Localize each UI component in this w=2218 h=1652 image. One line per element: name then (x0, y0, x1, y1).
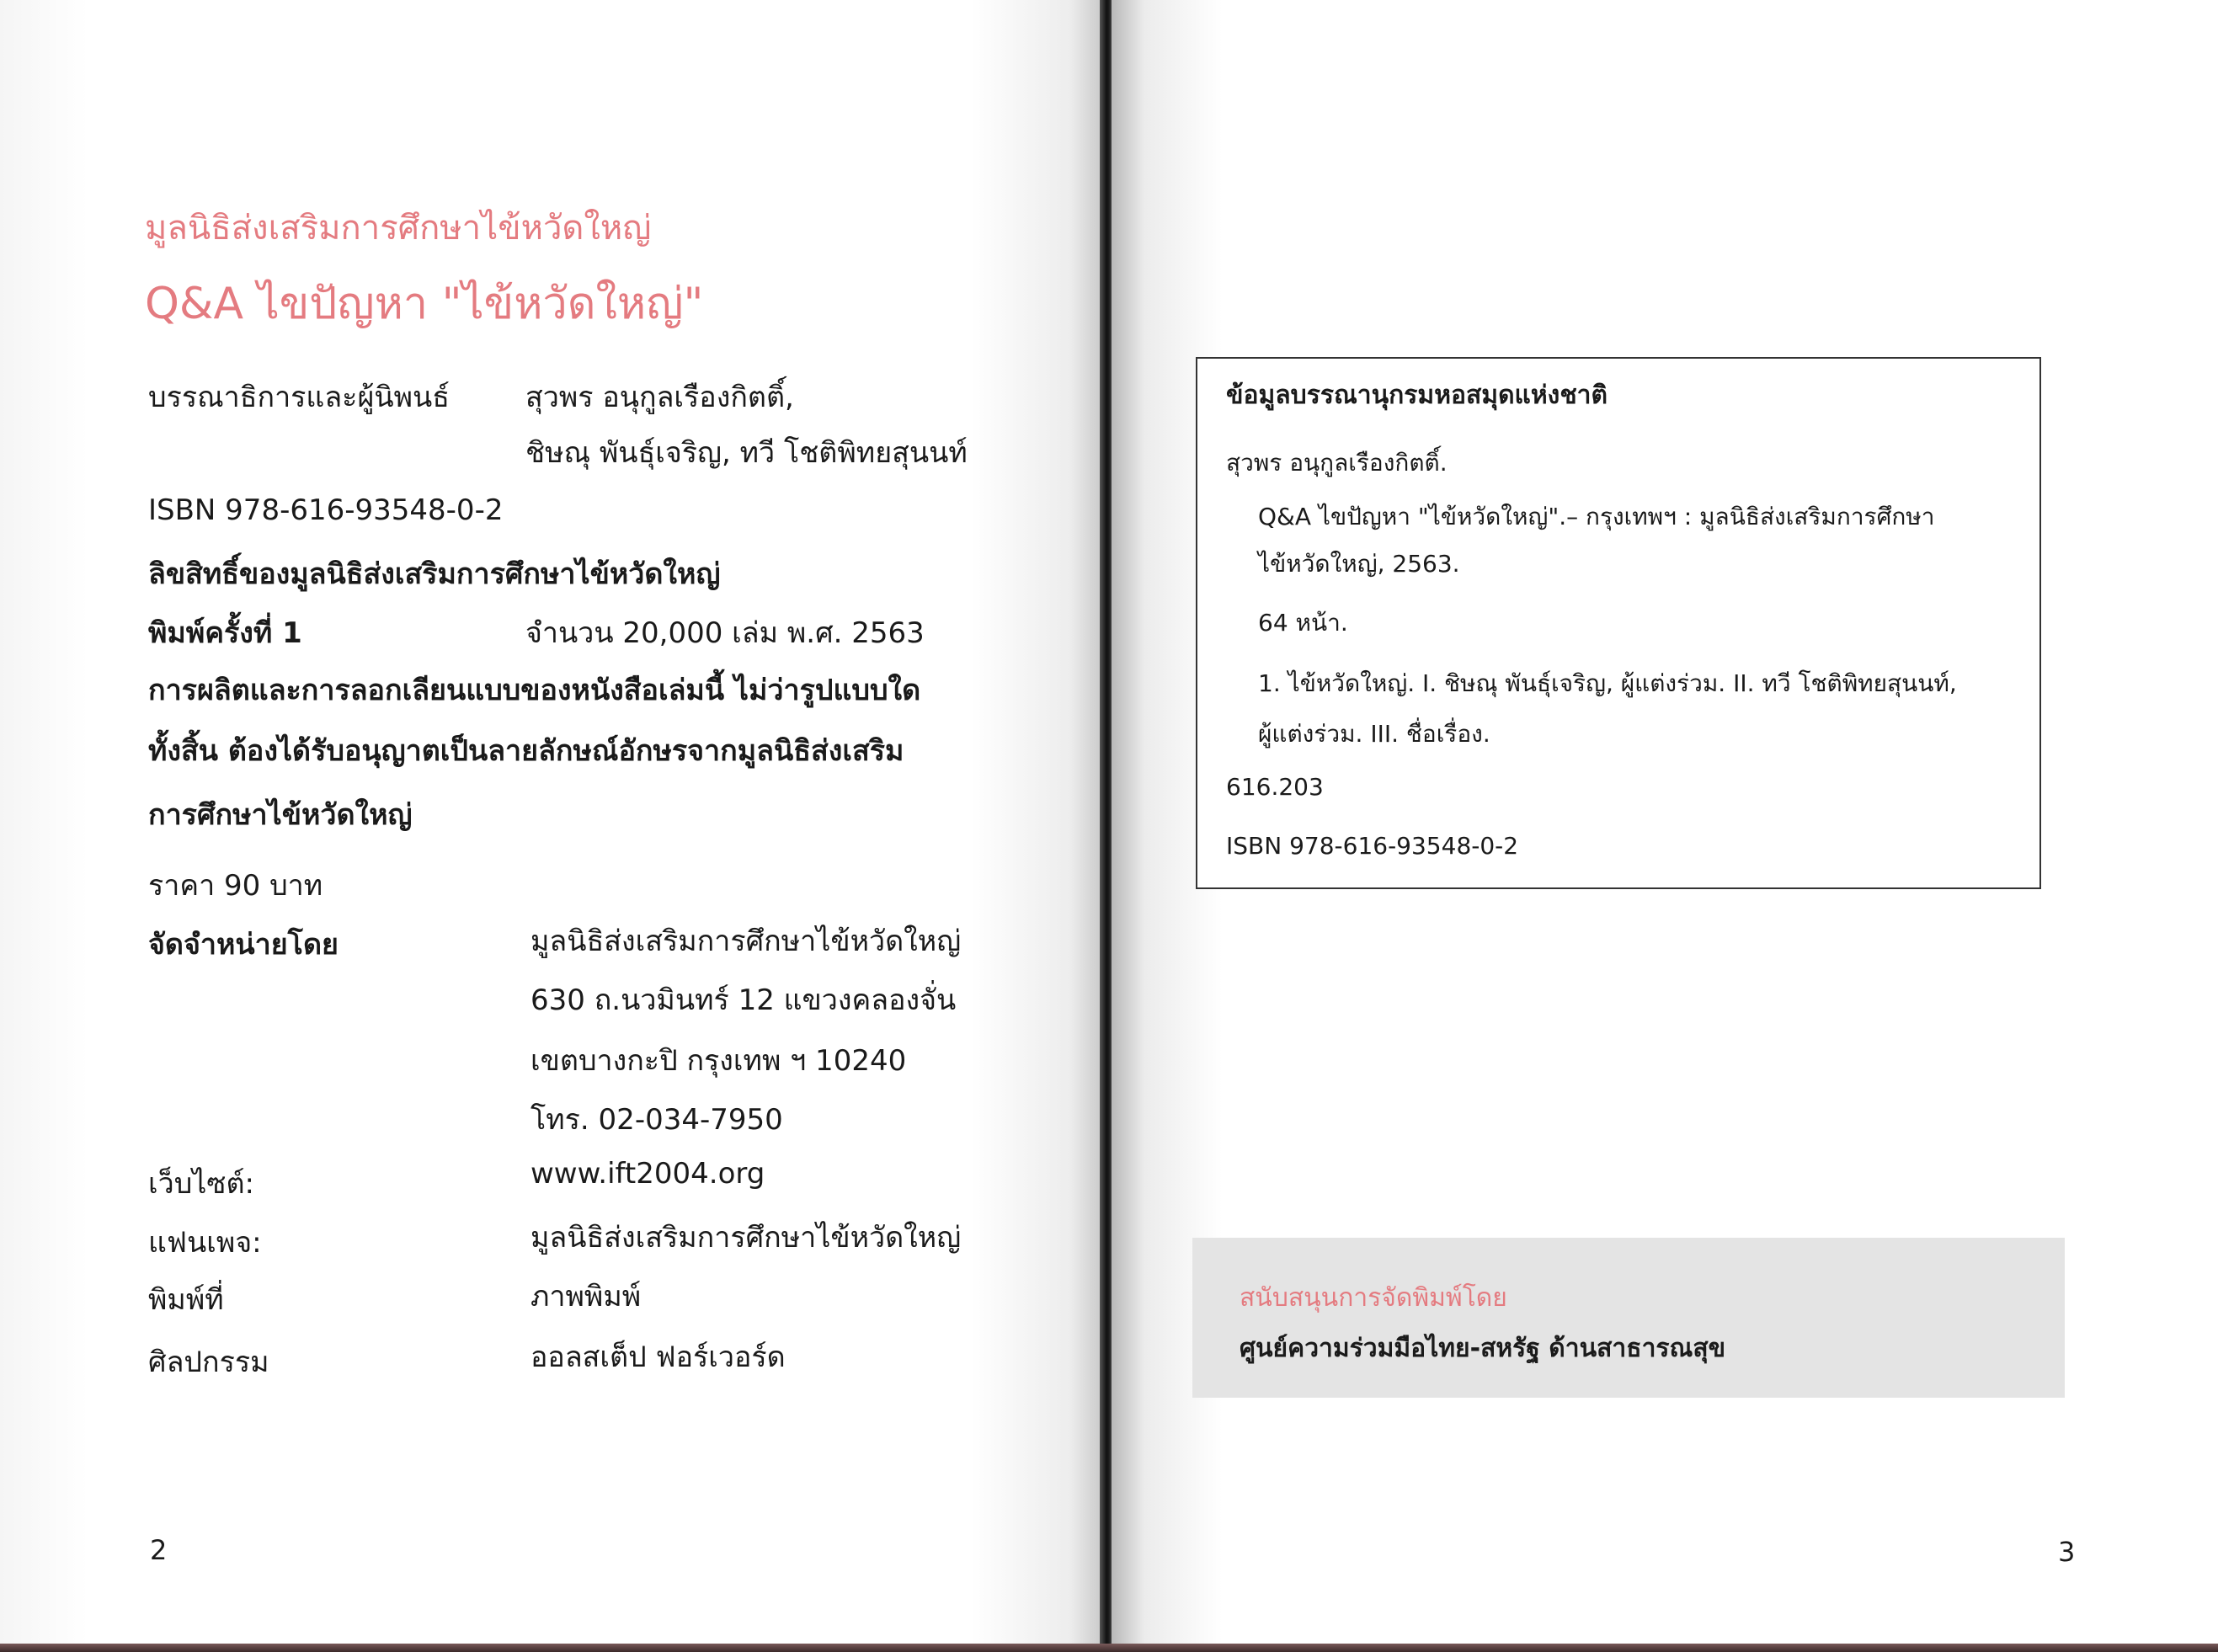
distributor-line-4: โทร. 02-034-7950 (531, 1103, 783, 1137)
price: ราคา 90 บาท (148, 869, 323, 903)
cip-isbn: ISBN 978-616-93548-0-2 (1226, 832, 1519, 860)
art-label: ศิลปกรรม (148, 1346, 269, 1379)
printer-value: ภาพพิมพ์ (531, 1280, 642, 1314)
cip-heading: ข้อมูลบรรณานุกรมหอสมุดแห่งชาติ (1226, 381, 1608, 410)
notice-line-1: การผลิตและการลอกเลียนแบบของหนังสือเล่มนี้ ไม่ว่ารูปแบบใด (148, 674, 921, 707)
distributor-label: จัดจำหน่ายโดย (148, 928, 339, 962)
book-title: Q&A ไขปัญหา "ไข้หวัดใหญ่" (145, 279, 704, 329)
printer-label: พิมพ์ที่ (148, 1283, 224, 1317)
notice-line-2: ทั้งสิ้น ต้องได้รับอนุญาตเป็นลายลักษณ์อักษรจากมูลนิธิส่งเสริม (148, 734, 904, 768)
distributor-line-2: 630 ถ.นวมินทร์ 12 แขวงคลองจั่น (531, 983, 957, 1017)
page-number-left: 2 (150, 1534, 168, 1566)
distributor-line-1: มูลนิธิส่งเสริมการศึกษาไข้หวัดใหญ่ (531, 925, 962, 958)
website-link[interactable]: www.ift2004.org (531, 1157, 765, 1191)
sponsor-name: ศูนย์ความร่วมมือไทย-สหรัฐ ด้านสาธารณสุข (1240, 1334, 1726, 1363)
editors-line-2: ชิษณุ พันธุ์เจริญ, ทวี โชติพิทยสุนนท์ (525, 436, 968, 470)
distributor-line-3: เขตบางกะปิ กรุงเทพ ฯ 10240 (531, 1044, 907, 1078)
book-bottom-edge (0, 1644, 2218, 1652)
sponsor-label: สนับสนุนการจัดพิมพ์โดย (1240, 1283, 1507, 1313)
editors-line-1: สุวพร อนุกูลเรืองกิตติ์, (525, 381, 794, 414)
page-number-right: 3 (2058, 1536, 2076, 1568)
cip-subjects-line-2: ผู้แต่งร่วม. III. ชื่อเรื่อง. (1258, 720, 1490, 748)
cip-subjects-line-1: 1. ไข้หวัดใหญ่. I. ชิษณุ พันธุ์เจริญ, ผู้แต่งร่วม. II. ทวี โชติพิทยสุนนท์, (1258, 669, 1957, 697)
left-page (0, 0, 1103, 1652)
notice-line-3: การศึกษาไข้หวัดใหญ่ (148, 798, 413, 832)
cip-box (1196, 357, 2041, 889)
foundation-title: มูลนิธิส่งเสริมการศึกษาไข้หวัดใหญ่ (145, 209, 652, 248)
right-page (1112, 0, 2218, 1652)
cip-title-line-1: Q&A ไขปัญหา "ไข้หวัดใหญ่".– กรุงเทพฯ : มูลนิธิส่งเสริมการศึกษา (1258, 503, 1935, 530)
fanpage-value: มูลนิธิส่งเสริมการศึกษาไข้หวัดใหญ่ (531, 1221, 962, 1255)
editors-label: บรรณาธิการและผู้นิพนธ์ (148, 381, 451, 414)
website-label: เว็บไซต์: (148, 1167, 255, 1201)
fanpage-label: แฟนเพจ: (148, 1226, 262, 1260)
cip-classification: 616.203 (1226, 773, 1324, 801)
cip-title-line-2: ไข้หวัดใหญ่, 2563. (1258, 550, 1460, 578)
copyright: ลิขสิทธิ์ของมูลนิธิส่งเสริมการศึกษาไข้หวัดใหญ่ (148, 557, 721, 591)
art-value: ออลสเต็ป ฟอร์เวอร์ด (531, 1340, 786, 1374)
cip-pages: 64 หน้า. (1258, 609, 1348, 637)
isbn: ISBN 978-616-93548-0-2 (148, 493, 504, 527)
edition-value: จำนวน 20,000 เล่ม พ.ศ. 2563 (525, 616, 925, 650)
edition-label: พิมพ์ครั้งที่ 1 (148, 616, 302, 650)
sponsor-box (1192, 1238, 2065, 1398)
cip-author: สุวพร อนุกูลเรืองกิตติ์. (1226, 449, 1448, 477)
